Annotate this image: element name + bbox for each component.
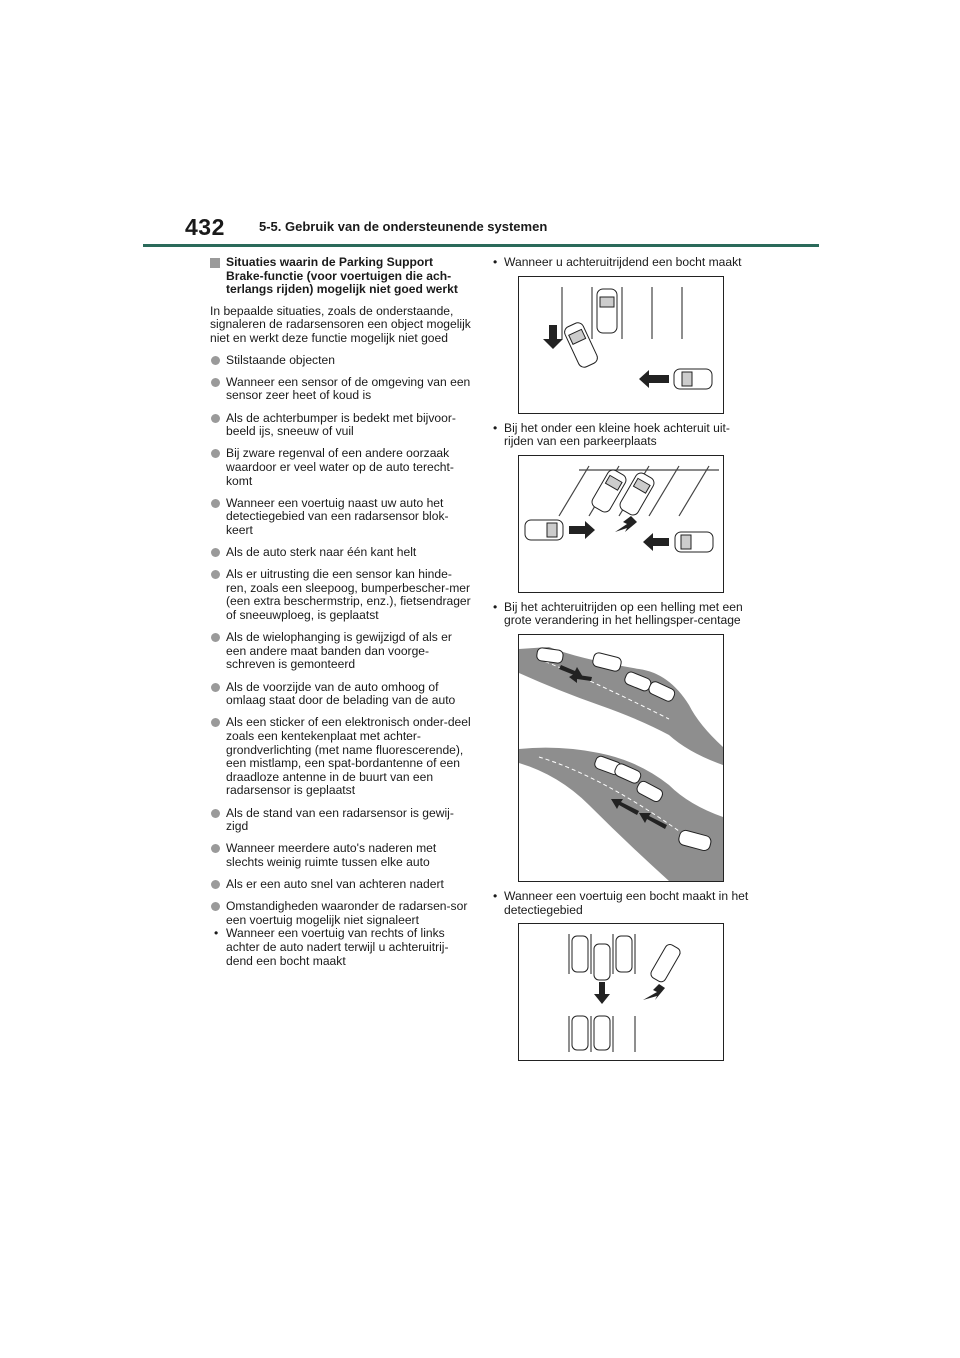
dot-bullet-icon: [211, 570, 220, 579]
sub-list-item: • Bij het onder een kleine hoek achteruit uit-rijden van een parkeerplaats: [493, 420, 730, 449]
list-item: Als de auto sterk naar één kant helt: [210, 546, 472, 560]
list-item: Als er uitrusting die een sensor kan hinde-ren, zoals een sleepoog, bumperbescher-mer (een extra beschermstrip, enz.), fietsendrager of sneeuwploeg, is geplaatst: [210, 568, 472, 622]
list-item: Bij zware regenval of een andere oorzaak waardoor er veel water op de auto terecht-komt: [210, 447, 472, 488]
dot-bullet-icon: [211, 548, 220, 557]
intro-paragraph: In bepaalde situaties, zoals de onderstaande, signaleren de radarsensoren een object mogelijk niet en werkt deze functie mogelijk niet goed: [210, 303, 471, 345]
list-item: Omstandigheden waaronder de radarsen-sor een voertuig mogelijk niet signaleert: [210, 900, 472, 927]
illustration-angled-exit: [518, 455, 724, 593]
list-item: Als er een auto snel van achteren nadert: [210, 878, 472, 892]
dot-bullet-icon: [211, 378, 220, 387]
list-item: Wanneer een sensor of de omgeving van een sensor zeer heet of koud is: [210, 376, 472, 403]
section-heading-text: Situaties waarin de Parking Support Brake-functie (voor voertuigen die ach-terlangs rijden) mogelijk niet goed werkt: [226, 255, 458, 297]
right-column: [490, 256, 750, 1061]
page-header: [185, 212, 795, 246]
page-number: 432: [185, 214, 225, 240]
dot-bullet-icon: [211, 880, 220, 889]
dot-bullet-icon: [211, 683, 220, 692]
illustration-slope: [518, 634, 724, 882]
left-column: [210, 256, 472, 968]
sub-list-item: • Wanneer een voertuig een bocht maakt in het detectiegebied: [493, 888, 749, 917]
list-item: Als de wielophanging is gewijzigd of als er een andere maat banden dan voorge-schreven is gemonteerd: [210, 631, 472, 672]
dot-bullet-icon: [211, 718, 220, 727]
sub-list-item: • Wanneer een voertuig van rechts of links achter de auto nadert terwijl u achteruitrij-dend een bocht maakt: [214, 926, 449, 968]
square-bullet-icon: [210, 258, 220, 268]
dot-bullet-icon: [211, 356, 220, 365]
sub-list-item: • Bij het achteruitrijden op een helling met een grote verandering in het hellingsper-centage: [493, 599, 743, 628]
list-item: Als de voorzijde van de auto omhoog of omlaag staat door de belading van de auto: [210, 681, 472, 708]
list-item: Wanneer een voertuig naast uw auto het detectiegebied van een radarsensor blok-keert: [210, 497, 472, 538]
dot-bullet-icon: [211, 809, 220, 818]
list-item: Stilstaande objecten: [210, 354, 472, 368]
sub-list-item: • Wanneer u achteruitrijdend een bocht maakt: [493, 255, 742, 269]
list-item: Als een sticker of een elektronisch onder-deel zoals een kentekenplaat met achter-grondverlichting (met name fluorescerende), een mistlamp, een spat-bordantenne of een draadloze antenne in de buurt van een radarsensor is geplaatst: [210, 716, 472, 798]
illustration-turning-vehicle: [518, 923, 724, 1061]
dot-bullet-icon: [211, 499, 220, 508]
section-heading: [210, 256, 472, 297]
dot-bullet-icon: [211, 449, 220, 458]
dot-bullet-icon: [211, 844, 220, 853]
illustration-reverse-turn: [518, 276, 724, 414]
list-item: Als de stand van een radarsensor is gewij-zigd: [210, 807, 472, 834]
header-rule: [143, 244, 819, 247]
dot-bullet-icon: [211, 414, 220, 423]
list-item: Wanneer meerdere auto's naderen met slechts weinig ruimte tussen elke auto: [210, 842, 472, 869]
list-item: Als de achterbumper is bedekt met bijvoor-beeld ijs, sneeuw of vuil: [210, 412, 472, 439]
dot-bullet-icon: [211, 633, 220, 642]
dot-bullet-icon: [211, 902, 220, 911]
chapter-title: 5-5. Gebruik van de ondersteunende systemen: [259, 219, 548, 234]
